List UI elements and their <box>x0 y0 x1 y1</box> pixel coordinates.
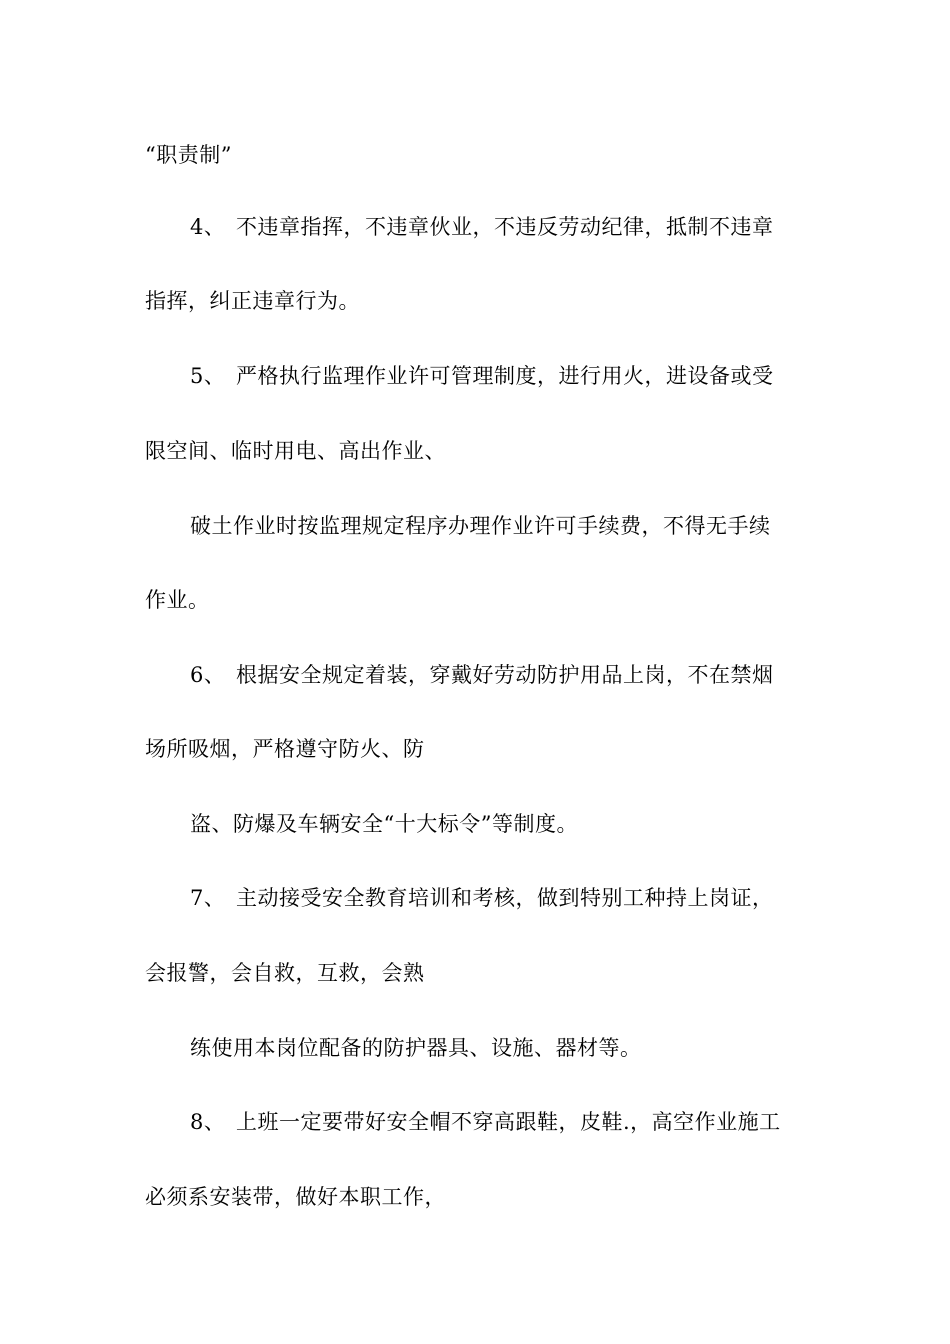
line-text: 严格执行监理作业许可管理制度，进行用火，进设备或受 <box>236 364 774 388</box>
list-item-6 <box>0 660 950 690</box>
list-item-8 <box>0 1107 950 1137</box>
list-item-4 <box>0 212 950 242</box>
line-text: 场所吸烟，严格遵守防火、防 <box>145 737 425 761</box>
line-text: 上班一定要带好安全帽不穿高跟鞋，皮鞋.，高空作业施工 <box>236 1110 781 1134</box>
item-number: 5、 <box>190 364 226 388</box>
line-text: 指挥，纠正违章行为。 <box>145 289 360 313</box>
line-text: 会报警，会自救，互救，会熟 <box>145 961 425 985</box>
text-line <box>0 1033 950 1063</box>
text-line <box>0 286 950 316</box>
list-item-7 <box>0 883 950 913</box>
item-number: 7、 <box>190 886 226 910</box>
item-number: 8、 <box>190 1110 226 1134</box>
text-line <box>0 734 950 764</box>
text-line <box>0 958 950 988</box>
line-text: 根据安全规定着装，穿戴好劳动防护用品上岗，不在禁烟 <box>236 663 774 687</box>
line-text: 练使用本岗位配备的防护器具、设施、器材等。 <box>190 1036 642 1060</box>
text-line <box>0 511 950 541</box>
item-number: 4、 <box>190 215 226 239</box>
text-line <box>0 140 950 170</box>
line-text: 盗、防爆及车辆安全“十大标令”等制度。 <box>190 812 578 836</box>
line-text: 限空间、临时用电、高出作业、 <box>145 439 446 463</box>
text-line <box>0 1182 950 1212</box>
line-text: 作业。 <box>145 588 210 612</box>
line-text: 不违章指挥，不违章伙业，不违反劳动纪律，抵制不违章 <box>236 215 774 239</box>
list-item-5 <box>0 361 950 391</box>
line-text: “职责制” <box>145 143 232 167</box>
text-line <box>0 809 950 839</box>
line-text: 必须系安装带，做好本职工作， <box>145 1185 446 1209</box>
line-text: 破土作业时按监理规定程序办理作业许可手续费，不得无手续 <box>190 514 771 538</box>
item-number: 6、 <box>190 663 226 687</box>
line-text: 主动接受安全教育培训和考核，做到特别工种持上岗证， <box>236 886 774 910</box>
text-line <box>0 585 950 615</box>
text-line <box>0 436 950 466</box>
